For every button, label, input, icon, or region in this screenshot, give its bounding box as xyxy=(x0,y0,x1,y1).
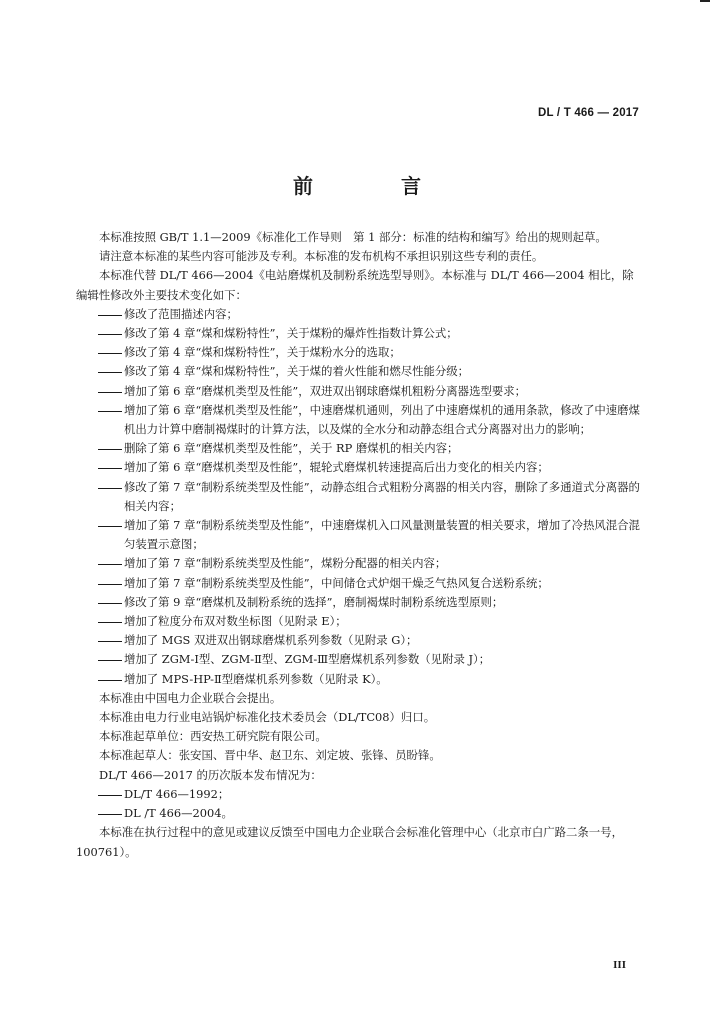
paragraph-replacement: 本标准代替 DL/T 466—2004《电站磨煤机及制粉系统选型导则》。本标准与 DL/T 466—2004 相比，除编辑性修改外主要技术变化如下： xyxy=(76,268,634,302)
list-item: 修改了第 4 章“煤和煤粉特性”，关于煤粉的爆炸性指数计算公式； xyxy=(124,326,458,341)
paragraph-proposer: 本标准由中国电力企业联合会提出。 xyxy=(99,690,282,705)
page-number: III xyxy=(613,959,626,971)
list-item: 修改了第 4 章“煤和煤粉特性”，关于煤粉水分的选取； xyxy=(124,345,401,360)
list-item: 修改了第 7 章“制粉系统类型及性能”，动静态组合式粗粉分离器的相关内容，删除了多通道式分离器的相关内容； xyxy=(124,479,640,513)
list-item: 增加了 MPS-HP-Ⅱ型磨煤机系列参数（见附录 K）。 xyxy=(124,671,388,686)
history-list xyxy=(76,785,642,823)
list-item: 增加了粒度分布双对数坐标图（见附录 E）； xyxy=(124,614,347,629)
paragraph-drafters: 本标准起草人：张安国、晋中华、赵卫东、刘定坡、张锋、员盼锋。 xyxy=(99,748,441,763)
changes-list xyxy=(76,305,642,689)
standard-number: DL / T 466 — 2017 xyxy=(538,107,639,119)
list-item: 修改了范围描述内容； xyxy=(124,306,238,321)
list-item: 增加了第 6 章“磨煤机类型及性能”，中速磨煤机通则，列出了中速磨煤机的通用条款，修改了中速磨煤机出力计算中磨制褐煤时的计算方法，以及煤的全水分和动静态组合式分离器对出力的影响； xyxy=(124,402,640,437)
list-item: 增加了第 6 章“磨煤机类型及性能”，双进双出钢球磨煤机粗粉分离器选型要求； xyxy=(124,383,527,398)
paragraph-committee: 本标准由电力行业电站锅炉标准化技术委员会（DL/TC08）归口。 xyxy=(99,710,436,725)
page-corner-mark xyxy=(700,0,710,8)
list-item: 修改了第 9 章“磨煤机及制粉系统的选择”，磨制褐煤时制粉系统选型原则； xyxy=(124,594,504,609)
page-title: 前 言 xyxy=(293,174,455,198)
list-item: 增加了第 6 章“磨煤机类型及性能”，辊轮式磨煤机转速提高后出力变化的相关内容； xyxy=(124,460,549,475)
list-item: 增加了第 7 章“制粉系统类型及性能”，煤粉分配器的相关内容； xyxy=(124,556,447,571)
list-item: 删除了第 6 章“磨煤机类型及性能”，关于 RP 磨煤机的相关内容； xyxy=(124,441,459,456)
foreword-body xyxy=(76,228,642,862)
list-item: 增加了 MGS 双进双出钢球磨煤机系列参数（见附录 G）； xyxy=(124,633,418,648)
paragraph-feedback: 本标准在执行过程中的意见或建议反馈至中国电力企业联合会标准化管理中心（北京市白广路二条一号，100761）。 xyxy=(76,825,623,859)
paragraph-history-intro: DL/T 466—2017 的历次版本发布情况为： xyxy=(99,767,322,782)
paragraph-drafting-org: 本标准起草单位：西安热工研究院有限公司。 xyxy=(99,729,327,744)
paragraph-patent-notice: 请注意本标准的某些内容可能涉及专利。本标准的发布机构不承担识别这些专利的责任。 xyxy=(99,249,544,264)
list-item: DL/T 466—1992； xyxy=(124,786,230,801)
list-item: DL /T 466—2004。 xyxy=(124,806,233,821)
list-item: 修改了第 4 章“煤和煤粉特性”，关于煤的着火性能和燃尽性能分级； xyxy=(124,364,470,379)
paragraph-drafting-rules: 本标准按照 GB/T 1.1—2009《标准化工作导则 第 1 部分：标准的结构和编写》给出的规则起草。 xyxy=(99,230,607,244)
list-item: 增加了第 7 章“制粉系统类型及性能”，中间储仓式炉烟干燥乏气热风复合送粉系统； xyxy=(124,575,549,590)
list-item: 增加了 ZGM-Ⅰ型、ZGM-Ⅱ型、ZGM-Ⅲ型磨煤机系列参数（见附录 J）； xyxy=(124,652,491,667)
list-item: 增加了第 7 章“制粉系统类型及性能”，中速磨煤机入口风量测量装置的相关要求，增加了冷热风混合混匀装置示意图； xyxy=(124,518,640,552)
